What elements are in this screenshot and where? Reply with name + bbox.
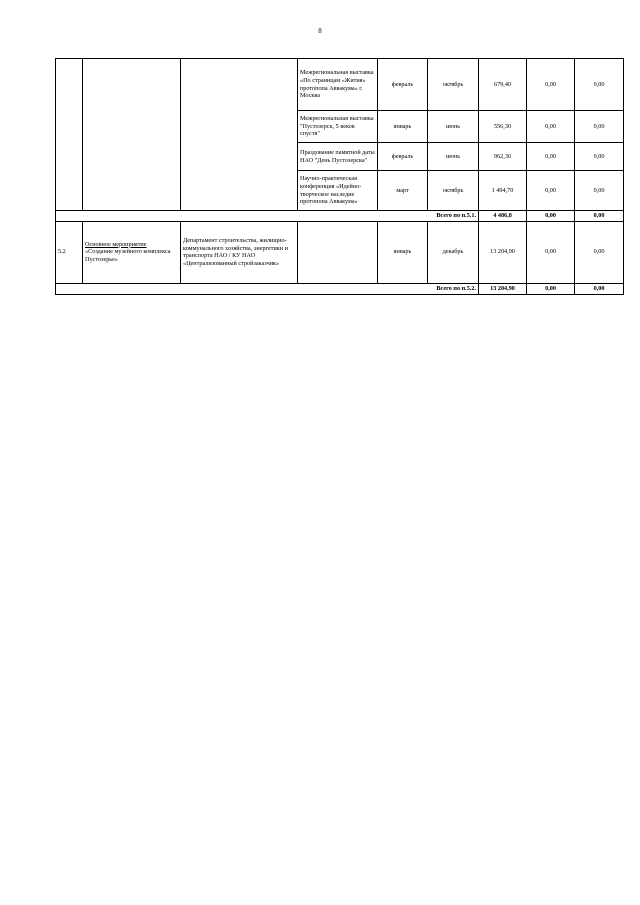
amount-cell: 0,00 [527, 143, 575, 171]
start-month-cell: январь [378, 111, 428, 143]
subtotal-amount: 0,00 [575, 211, 624, 222]
budget-table [55, 58, 624, 295]
end-month-cell: июнь [428, 111, 479, 143]
amount-cell: 962,30 [479, 143, 527, 171]
subtotal-amount: 4 486,8 [479, 211, 527, 222]
event-name-cell: Межрегиональная выставка "Пустозерск, 5 веков спустя" [298, 111, 378, 143]
event-name-cell: Праздование памятной даты НАО "День Пустозерска" [298, 143, 378, 171]
table-row [56, 221, 624, 283]
amount-cell: 0,00 [575, 171, 624, 211]
end-month-cell: октябрь [428, 171, 479, 211]
amount-cell: 1 494,70 [479, 171, 527, 211]
amount-cell: 0,00 [527, 111, 575, 143]
amount-cell: 0,00 [575, 221, 624, 283]
amount-cell: 0,00 [575, 59, 624, 111]
start-month-cell: январь [378, 221, 428, 283]
amount-cell: 0,00 [575, 143, 624, 171]
subtotal-amount: 0,00 [575, 283, 624, 294]
event-name-cell: Межрегиональная выставка «По страницам «Жития» протопопа Аввакума» г. Москва [298, 59, 378, 111]
event-title-cell [83, 221, 181, 283]
end-month-cell: октябрь [428, 59, 479, 111]
end-month-cell: декабрь [428, 221, 479, 283]
amount-cell: 13 204,90 [479, 221, 527, 283]
cell-blank [298, 221, 378, 283]
cell-blank [83, 59, 181, 211]
subtotal-amount: 0,00 [527, 211, 575, 222]
start-month-cell: март [378, 171, 428, 211]
amount-cell: 556,30 [479, 111, 527, 143]
amount-cell: 0,00 [527, 171, 575, 211]
event-name: «Создание музейного комплекса Пустозерье» [85, 248, 171, 264]
subtotal-amount: 0,00 [527, 283, 575, 294]
event-title: Основное мероприятие [85, 240, 147, 248]
subtotal-amount: 13 204,90 [479, 283, 527, 294]
end-month-cell: июнь [428, 143, 479, 171]
subtotal-row [56, 211, 624, 222]
subtotal-label: Всего по п.5.1. [56, 211, 479, 222]
table-row [56, 59, 624, 111]
subtotal-row [56, 283, 624, 294]
amount-cell: 0,00 [527, 59, 575, 111]
event-name-cell: Научно-практическая конференция «Идейно-творческое наследие протопопа Аввакума» [298, 171, 378, 211]
subtotal-label: Всего по п.5.2. [56, 283, 479, 294]
start-month-cell: февраль [378, 59, 428, 111]
amount-cell: 679,40 [479, 59, 527, 111]
page-number: 8 [318, 27, 322, 35]
start-month-cell: февраль [378, 143, 428, 171]
cell-blank [56, 59, 83, 211]
amount-cell: 0,00 [527, 221, 575, 283]
amount-cell: 0,00 [575, 111, 624, 143]
cell-blank [181, 59, 298, 211]
item-number-cell: 5.2 [56, 221, 83, 283]
executor-cell: Департамент строительства, жилищно-коммунального хозяйства, энергетики и транспорта НАО / КУ НАО «Централизованный стройзаказчик» [181, 221, 298, 283]
